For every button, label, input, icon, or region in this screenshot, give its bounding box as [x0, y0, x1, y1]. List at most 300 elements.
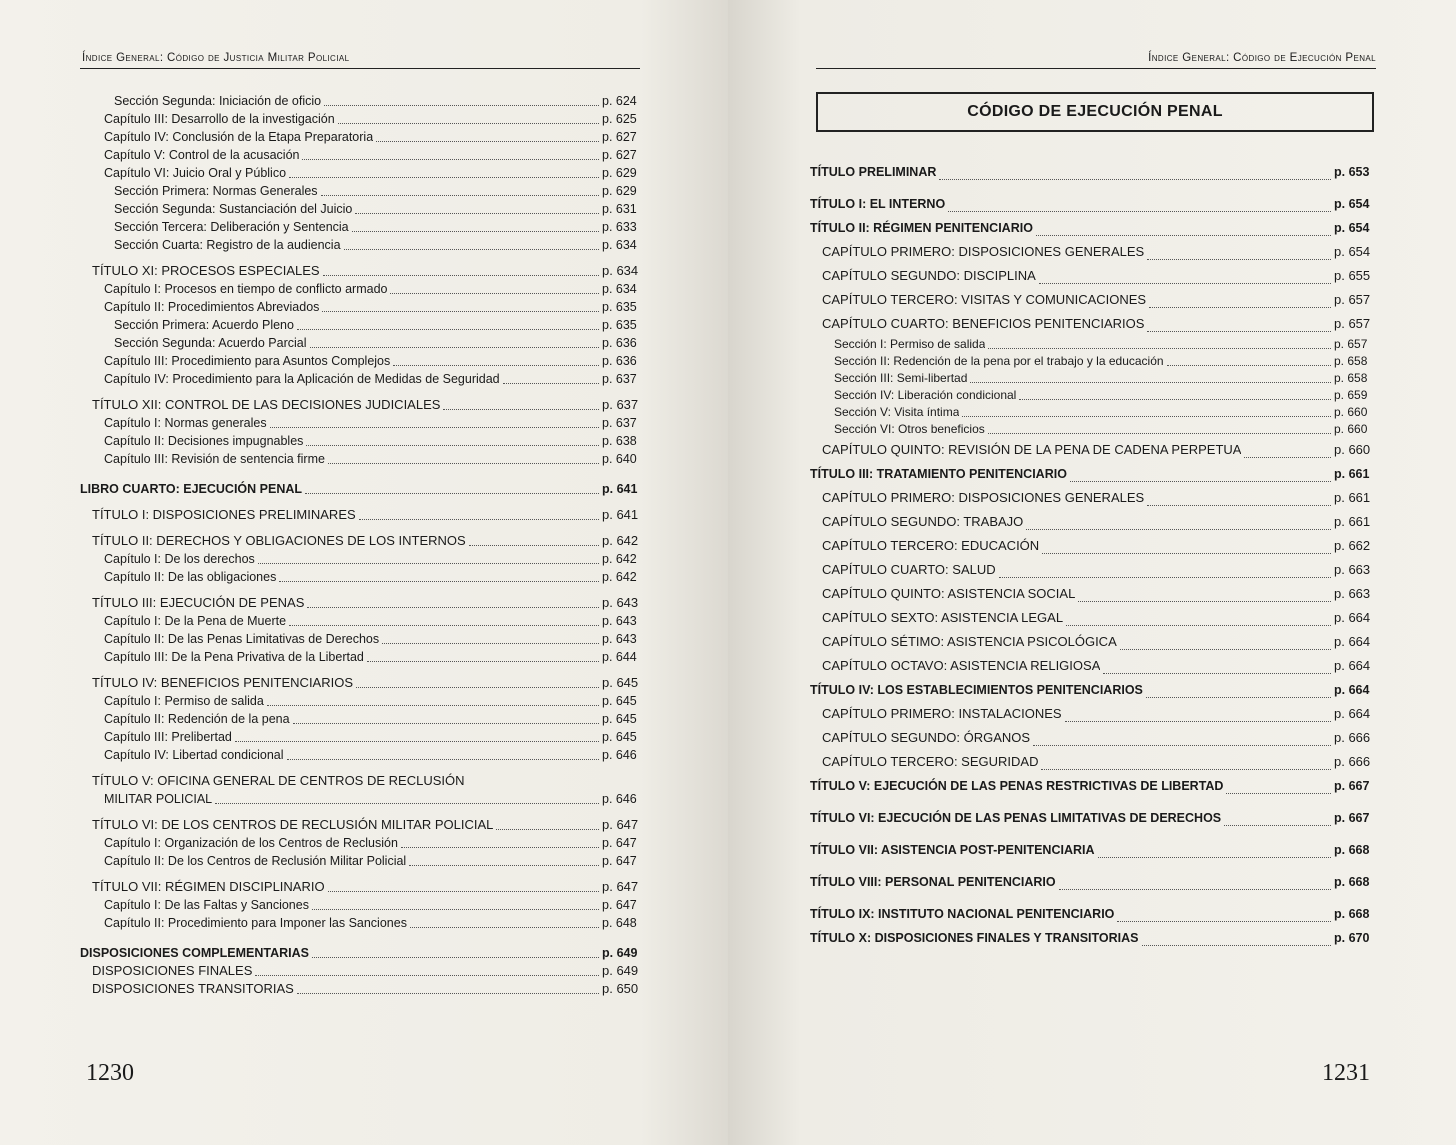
dot-leader — [312, 956, 599, 958]
toc-entry-page: p. 637 — [602, 372, 637, 386]
toc-entry-page: p. 644 — [602, 650, 637, 664]
toc-entry-page: p. 624 — [602, 94, 637, 108]
toc-entry — [80, 834, 648, 852]
toc-entry — [80, 612, 648, 630]
dot-leader — [1117, 920, 1331, 922]
toc-entry-page: p. 647 — [602, 836, 637, 850]
dot-leader — [359, 518, 599, 520]
toc-entry-title: CAPÍTULO QUINTO: REVISIÓN DE LA PENA DE CADENA PERPETUA — [822, 442, 1242, 457]
toc-entry-page: p. 645 — [602, 694, 637, 708]
toc-entry-title: Sección Cuarta: Registro de la audiencia — [114, 238, 341, 252]
toc-entry-page: p. 634 — [602, 238, 637, 252]
toc-entry — [80, 914, 648, 932]
code-title-box: CÓDIGO DE EJECUCIÓN PENAL — [816, 92, 1374, 132]
toc-entry — [80, 236, 648, 254]
toc-entry-page: p. 629 — [602, 166, 637, 180]
toc-entry — [80, 432, 648, 450]
toc-entry — [810, 606, 1380, 630]
toc-entry-title: TÍTULO I: EL INTERNO — [810, 197, 946, 211]
toc-entry — [810, 534, 1380, 558]
dot-leader — [1226, 792, 1331, 794]
toc-entry-page: p. 662 — [1334, 538, 1371, 553]
toc-entry-page: p. 634 — [602, 282, 637, 296]
dot-leader — [235, 740, 599, 742]
toc-entry-page: p. 641 — [602, 482, 638, 496]
toc-entry — [80, 262, 648, 280]
toc-entry-title: CAPÍTULO SÉTIMO: ASISTENCIA PSICOLÓGICA — [822, 634, 1117, 649]
toc-entry — [80, 506, 648, 524]
toc-entry-title: TÍTULO IX: INSTITUTO NACIONAL PENITENCIARIO — [810, 907, 1115, 921]
dot-leader — [306, 444, 599, 446]
toc-entry — [80, 92, 648, 110]
toc-entry — [810, 702, 1380, 726]
right-page — [728, 0, 1456, 1145]
dot-leader — [988, 432, 1331, 434]
toc-entry-title: DISPOSICIONES TRANSITORIAS — [92, 981, 294, 996]
toc-entry-page: p. 659 — [1334, 388, 1368, 402]
toc-entry — [80, 352, 648, 370]
toc-entry-title: TÍTULO VI: EJECUCIÓN DE LAS PENAS LIMITATIVAS DE DERECHOS — [810, 811, 1222, 825]
toc-entry-page: p. 638 — [602, 434, 637, 448]
dot-leader — [1033, 744, 1331, 746]
toc-entry — [810, 654, 1380, 678]
toc-entry — [810, 160, 1380, 184]
dot-leader — [1098, 856, 1331, 858]
toc-entry-page: p. 642 — [602, 552, 637, 566]
page-number-left: 1230 — [86, 1060, 134, 1086]
toc-entry-title: Capítulo II: Redención de la pena — [104, 712, 290, 726]
dot-leader — [939, 178, 1331, 180]
toc-entry-title: Sección Tercera: Deliberación y Sentencia — [114, 220, 349, 234]
toc-entry — [80, 164, 648, 182]
toc-entry-title: DISPOSICIONES COMPLEMENTARIAS — [80, 946, 309, 960]
toc-entry-page: p. 643 — [602, 595, 639, 610]
toc-entry-page: p. 647 — [602, 898, 637, 912]
toc-entry-page: p. 654 — [1334, 221, 1370, 235]
toc-entry — [810, 678, 1380, 702]
toc-entry — [810, 838, 1380, 862]
dot-leader — [367, 660, 599, 662]
toc-entry-page: p. 668 — [1334, 875, 1370, 889]
toc-entry-title: Capítulo III: Prelibertad — [104, 730, 232, 744]
toc-entry-title: CAPÍTULO TERCERO: EDUCACIÓN — [822, 538, 1040, 553]
toc-entry — [80, 280, 648, 298]
toc-entry-page: p. 667 — [1334, 811, 1370, 825]
toc-entry-page: p. 627 — [602, 130, 637, 144]
toc-entry-page: p. 664 — [1334, 634, 1371, 649]
toc-entry-page: p. 658 — [1334, 371, 1368, 385]
toc-entry — [810, 630, 1380, 654]
toc-entry-page: p. 625 — [602, 112, 637, 126]
toc-entry — [810, 404, 1380, 421]
toc-entry-page: p. 642 — [602, 570, 637, 584]
dot-leader — [469, 544, 599, 546]
dot-leader — [321, 194, 599, 196]
toc-entry-title: MILITAR POLICIAL — [104, 792, 213, 806]
toc-entry-page: p. 627 — [602, 148, 637, 162]
dot-leader — [401, 846, 599, 848]
toc-entry — [810, 902, 1380, 926]
toc-entry-title: TÍTULO II: RÉGIMEN PENITENCIARIO — [810, 221, 1033, 235]
toc-entry-title: Capítulo I: Normas generales — [104, 416, 267, 430]
toc-entry-page: p. 631 — [602, 202, 637, 216]
dot-leader — [267, 704, 599, 706]
toc-entry-title: TÍTULO VII: ASISTENCIA POST-PENITENCIARIA — [810, 843, 1095, 857]
toc-entry-page: p. 633 — [602, 220, 637, 234]
toc-entry-page: p. 663 — [1334, 586, 1371, 601]
dot-leader — [293, 722, 599, 724]
toc-entry — [80, 746, 648, 764]
dot-leader — [324, 104, 599, 106]
toc-entry — [80, 334, 648, 352]
toc-entry-title: TÍTULO XI: PROCESOS ESPECIALES — [92, 263, 320, 278]
dot-leader — [352, 230, 599, 232]
dot-leader — [289, 176, 599, 178]
dot-leader — [328, 890, 599, 892]
toc-entry — [80, 532, 648, 550]
toc-entry-title: Capítulo IV: Conclusión de la Etapa Preparatoria — [104, 130, 374, 144]
toc-entry — [80, 218, 648, 236]
dot-leader — [410, 926, 599, 928]
toc-entry-page: p. 645 — [602, 675, 639, 690]
dot-leader — [355, 212, 599, 214]
toc-entry-title: TÍTULO X: DISPOSICIONES FINALES Y TRANSITORIAS — [810, 931, 1139, 945]
dot-leader — [390, 292, 599, 294]
toc-entry-page: p. 654 — [1334, 244, 1371, 259]
toc-entry-title: Capítulo I: De la Pena de Muerte — [104, 614, 287, 628]
toc-entry — [80, 692, 648, 710]
toc-entry — [80, 648, 648, 666]
toc-entry-page: p. 647 — [602, 879, 639, 894]
toc-entry-title: TÍTULO V: EJECUCIÓN DE LAS PENAS RESTRICTIVAS DE LIBERTAD — [810, 779, 1224, 793]
dot-leader — [287, 758, 599, 760]
toc-entry-title: TÍTULO XII: CONTROL DE LAS DECISIONES JUDICIALES — [92, 397, 441, 412]
toc-entry-title: TÍTULO II: DERECHOS Y OBLIGACIONES DE LOS INTERNOS — [92, 533, 466, 548]
toc-entry — [810, 264, 1380, 288]
toc-entry-title: Capítulo IV: Libertad condicional — [104, 748, 284, 762]
toc-entry — [80, 772, 648, 790]
dot-leader — [999, 576, 1331, 578]
toc-entry — [810, 462, 1380, 486]
toc-entry — [810, 240, 1380, 264]
toc-entry-page: p. 670 — [1334, 931, 1370, 945]
toc-entry — [80, 630, 648, 648]
toc-entry — [80, 674, 648, 692]
toc-entry — [810, 421, 1380, 438]
toc-entry-title: CAPÍTULO SEGUNDO: TRABAJO — [822, 514, 1024, 529]
toc-entry-title: Sección III: Semi-libertad — [834, 371, 968, 385]
dot-leader — [1059, 888, 1331, 890]
toc-entry — [80, 962, 648, 980]
toc-entry — [810, 288, 1380, 312]
dot-leader — [970, 381, 1331, 383]
toc-entry-title: CAPÍTULO CUARTO: BENEFICIOS PENITENCIARIOS — [822, 316, 1145, 331]
toc-entry — [810, 582, 1380, 606]
toc-entry-title: Capítulo I: De los derechos — [104, 552, 255, 566]
toc-entry-page: p. 645 — [602, 712, 637, 726]
toc-entry-page: p. 650 — [602, 981, 639, 996]
toc-entry — [810, 486, 1380, 510]
dot-leader — [328, 462, 599, 464]
toc-entry-page: p. 637 — [602, 397, 639, 412]
header-rule-left — [80, 68, 640, 69]
toc-entry — [810, 370, 1380, 387]
toc-entry-page: p. 635 — [602, 300, 637, 314]
dot-leader — [1142, 944, 1331, 946]
toc-entry-page: p. 668 — [1334, 907, 1370, 921]
toc-entry-title: Sección V: Visita íntima — [834, 405, 960, 419]
dot-leader — [962, 415, 1331, 417]
toc-entry-title: Capítulo II: Procedimientos Abreviados — [104, 300, 320, 314]
toc-entry-title: Capítulo IV: Procedimiento para la Aplicación de Medidas de Seguridad — [104, 372, 500, 386]
toc-entry-title: Capítulo I: Organización de los Centros de Reclusión — [104, 836, 398, 850]
dot-leader — [1244, 456, 1331, 458]
toc-entry — [810, 192, 1380, 216]
toc-entry-title: Sección II: Redención de la pena por el trabajo y la educación — [834, 354, 1164, 368]
toc-entry — [80, 128, 648, 146]
toc-entry-page: p. 654 — [1334, 197, 1370, 211]
toc-entry-title: Capítulo I: De las Faltas y Sanciones — [104, 898, 309, 912]
toc-entry-title: Sección Primera: Normas Generales — [114, 184, 318, 198]
dot-leader — [1041, 768, 1331, 770]
toc-left — [80, 92, 648, 998]
toc-entry — [810, 774, 1380, 798]
dot-leader — [312, 908, 599, 910]
toc-entry-page: p. 655 — [1334, 268, 1371, 283]
toc-entry — [810, 336, 1380, 353]
toc-entry-page: p. 646 — [602, 748, 637, 762]
dot-leader — [496, 828, 599, 830]
toc-entry — [810, 387, 1380, 404]
toc-entry-title: Capítulo II: Decisiones impugnables — [104, 434, 304, 448]
toc-entry — [810, 726, 1380, 750]
dot-leader — [1019, 398, 1331, 400]
toc-entry — [80, 896, 648, 914]
toc-entry-title: Capítulo III: Revisión de sentencia firme — [104, 452, 325, 466]
toc-entry — [810, 870, 1380, 894]
toc-entry — [80, 790, 648, 808]
toc-entry-title: TÍTULO III: EJECUCIÓN DE PENAS — [92, 595, 305, 610]
dot-leader — [393, 364, 599, 366]
toc-entry — [80, 182, 648, 200]
page-number-right: 1231 — [1322, 1060, 1370, 1086]
dot-leader — [258, 562, 599, 564]
toc-entry — [80, 110, 648, 128]
toc-entry — [80, 396, 648, 414]
toc-entry — [80, 298, 648, 316]
toc-entry-page: p. 635 — [602, 318, 637, 332]
dot-leader — [1078, 600, 1331, 602]
toc-entry-title: CAPÍTULO PRIMERO: DISPOSICIONES GENERALES — [822, 244, 1145, 259]
toc-entry-title: CAPÍTULO CUARTO: SALUD — [822, 562, 996, 577]
dot-leader — [376, 140, 599, 142]
dot-leader — [409, 864, 599, 866]
dot-leader — [1147, 330, 1331, 332]
toc-entry-page: p. 649 — [602, 946, 638, 960]
toc-entry — [80, 146, 648, 164]
dot-leader — [1167, 364, 1331, 366]
toc-entry-page: p. 636 — [602, 336, 637, 350]
dot-leader — [305, 492, 599, 494]
toc-entry — [80, 710, 648, 728]
dot-leader — [503, 382, 599, 384]
toc-entry-title: Capítulo I: Permiso de salida — [104, 694, 264, 708]
toc-entry-title: CAPÍTULO TERCERO: VISITAS Y COMUNICACIONES — [822, 292, 1147, 307]
toc-entry-title: CAPÍTULO QUINTO: ASISTENCIA SOCIAL — [822, 586, 1076, 601]
toc-entry — [80, 370, 648, 388]
toc-entry-title: TÍTULO V: OFICINA GENERAL DE CENTROS DE RECLUSIÓN — [92, 773, 465, 788]
toc-entry — [810, 216, 1380, 240]
toc-entry-page: p. 647 — [602, 854, 637, 868]
dot-leader — [382, 642, 599, 644]
toc-entry-page: p. 664 — [1334, 610, 1371, 625]
toc-entry-page: p. 637 — [602, 416, 637, 430]
toc-entry-title: Sección Segunda: Acuerdo Parcial — [114, 336, 307, 350]
toc-entry-page: p. 653 — [1334, 165, 1370, 179]
toc-entry-title: Capítulo II: De las obligaciones — [104, 570, 277, 584]
toc-entry-title: CAPÍTULO SEXTO: ASISTENCIA LEGAL — [822, 610, 1064, 625]
toc-entry — [80, 480, 648, 498]
toc-entry-page: p. 657 — [1334, 316, 1371, 331]
dot-leader — [1066, 624, 1331, 626]
toc-entry-page: p. 664 — [1334, 658, 1371, 673]
toc-entry-page: p. 661 — [1334, 514, 1371, 529]
dot-leader — [1224, 824, 1331, 826]
toc-entry — [810, 312, 1380, 336]
toc-entry-title: CAPÍTULO SEGUNDO: ÓRGANOS — [822, 730, 1031, 745]
toc-entry-title: Sección Primera: Acuerdo Pleno — [114, 318, 294, 332]
toc-entry-page: p. 645 — [602, 730, 637, 744]
toc-entry-title: CAPÍTULO PRIMERO: DISPOSICIONES GENERALES — [822, 490, 1145, 505]
toc-entry — [810, 438, 1380, 462]
toc-entry — [810, 353, 1380, 370]
toc-entry — [810, 558, 1380, 582]
toc-entry — [810, 926, 1380, 950]
dot-leader — [1147, 258, 1331, 260]
dot-leader — [1120, 648, 1331, 650]
toc-entry-title: CAPÍTULO PRIMERO: INSTALACIONES — [822, 706, 1062, 721]
dot-leader — [322, 310, 599, 312]
toc-entry — [810, 750, 1380, 774]
dot-leader — [1146, 696, 1331, 698]
dot-leader — [1147, 504, 1331, 506]
toc-entry-title: CAPÍTULO SEGUNDO: DISCIPLINA — [822, 268, 1036, 283]
toc-entry — [80, 450, 648, 468]
toc-entry-title: Sección Segunda: Iniciación de oficio — [114, 94, 322, 108]
toc-entry-page: p. 629 — [602, 184, 637, 198]
dot-leader — [338, 122, 599, 124]
toc-entry-page: p. 646 — [602, 792, 637, 806]
toc-entry-page: p. 657 — [1334, 337, 1368, 351]
toc-entry-title: Capítulo II: Procedimiento para Imponer las Sanciones — [104, 916, 407, 930]
dot-leader — [307, 606, 599, 608]
toc-entry-page: p. 643 — [602, 632, 637, 646]
toc-entry-page: p. 641 — [602, 507, 639, 522]
toc-entry-title: Capítulo II: De las Penas Limitativas de Derechos — [104, 632, 380, 646]
toc-entry — [80, 200, 648, 218]
dot-leader — [1103, 672, 1331, 674]
toc-entry-page: p. 661 — [1334, 490, 1371, 505]
dot-leader — [270, 426, 599, 428]
toc-entry-page: p. 657 — [1334, 292, 1371, 307]
toc-entry-page: p. 643 — [602, 614, 637, 628]
toc-entry-page: p. 668 — [1334, 843, 1370, 857]
toc-entry-title: Capítulo II: De los Centros de Reclusión Militar Policial — [104, 854, 407, 868]
dot-leader — [1065, 720, 1331, 722]
toc-entry — [80, 316, 648, 334]
toc-entry-page: p. 634 — [602, 263, 639, 278]
running-head-right: Índice General: Código de Ejecución Penal — [1148, 52, 1376, 64]
dot-leader — [356, 686, 599, 688]
toc-entry — [80, 550, 648, 568]
toc-entry-title: Sección I: Permiso de salida — [834, 337, 986, 351]
toc-entry-title: Sección IV: Liberación condicional — [834, 388, 1017, 402]
toc-entry-page: p. 667 — [1334, 779, 1370, 793]
dot-leader — [1039, 282, 1331, 284]
toc-entry-title: TÍTULO PRELIMINAR — [810, 165, 937, 179]
dot-leader — [297, 328, 599, 330]
toc-entry-page: p. 661 — [1334, 467, 1370, 481]
toc-entry-title: TÍTULO IV: LOS ESTABLECIMIENTOS PENITENCIARIOS — [810, 683, 1143, 697]
dot-leader — [1070, 480, 1331, 482]
toc-entry — [80, 728, 648, 746]
dot-leader — [443, 408, 599, 410]
toc-entry-title: TÍTULO VII: RÉGIMEN DISCIPLINARIO — [92, 879, 325, 894]
toc-entry-title: Capítulo V: Control de la acusación — [104, 148, 300, 162]
dot-leader — [289, 624, 599, 626]
toc-entry-page: p. 660 — [1334, 422, 1368, 436]
toc-entry-title: Capítulo III: Procedimiento para Asuntos Complejos — [104, 354, 391, 368]
toc-entry-title: CAPÍTULO TERCERO: SEGURIDAD — [822, 754, 1039, 769]
toc-entry-page: p. 660 — [1334, 442, 1371, 457]
toc-entry — [80, 568, 648, 586]
dot-leader — [344, 248, 599, 250]
toc-entry-title: CAPÍTULO OCTAVO: ASISTENCIA RELIGIOSA — [822, 658, 1101, 673]
toc-entry-title: TÍTULO IV: BENEFICIOS PENITENCIARIOS — [92, 675, 354, 690]
toc-entry-title: TÍTULO VI: DE LOS CENTROS DE RECLUSIÓN MILITAR POLICIAL — [92, 817, 494, 832]
dot-leader — [302, 158, 599, 160]
toc-entry-title: TÍTULO VIII: PERSONAL PENITENCIARIO — [810, 875, 1056, 889]
toc-entry-title: DISPOSICIONES FINALES — [92, 963, 253, 978]
running-head-left: Índice General: Código de Justicia Militar Policial — [82, 52, 350, 64]
toc-entry — [80, 878, 648, 896]
toc-entry-title: LIBRO CUARTO: EJECUCIÓN PENAL — [80, 482, 303, 496]
toc-entry — [80, 414, 648, 432]
toc-right — [810, 160, 1380, 950]
toc-entry — [80, 594, 648, 612]
toc-entry-title: Capítulo III: Desarrollo de la investigación — [104, 112, 335, 126]
dot-leader — [988, 347, 1331, 349]
toc-entry-page: p. 642 — [602, 533, 639, 548]
toc-entry — [80, 816, 648, 834]
toc-entry-page: p. 664 — [1334, 683, 1370, 697]
toc-entry-page: p. 636 — [602, 354, 637, 368]
dot-leader — [323, 274, 599, 276]
toc-entry — [810, 510, 1380, 534]
toc-entry-title: Capítulo VI: Juicio Oral y Público — [104, 166, 287, 180]
header-rule-right — [816, 68, 1376, 69]
toc-entry-title: Sección Segunda: Sustanciación del Juicio — [114, 202, 353, 216]
toc-entry-page: p. 640 — [602, 452, 637, 466]
toc-entry — [810, 806, 1380, 830]
toc-entry-page: p. 647 — [602, 817, 639, 832]
toc-entry-page: p. 666 — [1334, 754, 1371, 769]
toc-entry — [80, 944, 648, 962]
toc-entry-page: p. 664 — [1334, 706, 1371, 721]
toc-entry-title: TÍTULO I: DISPOSICIONES PRELIMINARES — [92, 507, 356, 522]
toc-entry-page: p. 666 — [1334, 730, 1371, 745]
toc-entry-title: Capítulo III: De la Pena Privativa de la Libertad — [104, 650, 364, 664]
